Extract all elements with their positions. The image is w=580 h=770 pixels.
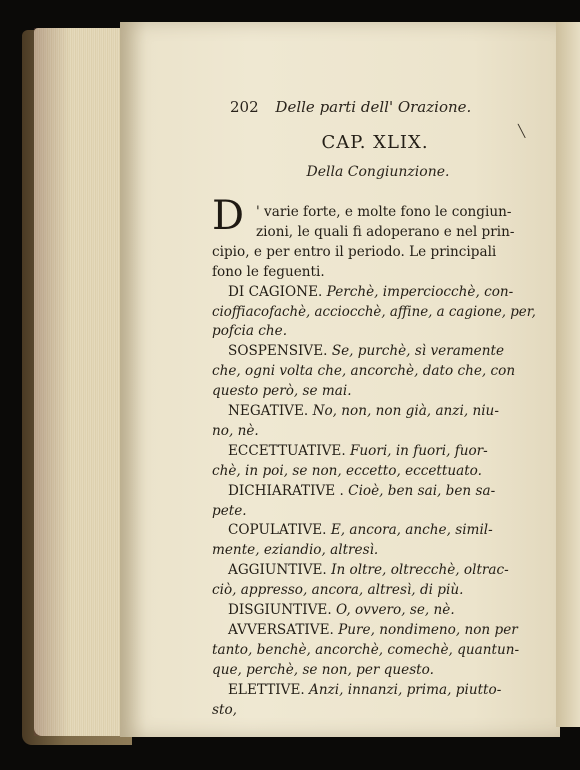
text-line [228,283,513,301]
text-line: ciò, appresso, ancora, altresì, di più. [212,582,464,599]
category-heading: COPULATIVE. [228,522,331,539]
text-line: fono le feguenti. [212,263,325,280]
category-words: O, ovvero, se, nè. [335,602,455,618]
text-line [228,521,493,539]
category-heading: AVVERSATIVE. [228,621,339,638]
running-head [230,98,530,120]
drop-cap: D [212,193,245,239]
text-line [228,442,488,460]
text-line: pofcia che. [212,323,288,340]
category-heading: DICHIARATIVE . [228,482,349,499]
page-edges [34,28,126,736]
text-line: cipio, e per entro il periodo. Le principali [212,243,497,260]
text-line [228,402,499,420]
category-heading: AGGIUNTIVE. [228,562,332,579]
text-line: tanto, benchè, ancorchè, comechè, quantun- [212,641,520,658]
category-heading: SOSPENSIVE. [228,343,332,360]
text-line: que, perchè, se non, per questo. [212,661,434,678]
text-line [228,681,501,699]
text-line: sto, [212,701,237,718]
category-heading: DI CAGIONE. [228,283,327,300]
category-words: Cioè, ben sai, ben sa- [348,482,496,499]
category-words: Perchè, imperciocchè, con- [326,283,514,300]
text-line [228,482,495,500]
category-heading: NEGATIVE. [228,403,313,419]
text-line: ' varie forte, e molte fono le congiun- [256,204,512,220]
text-line: questo però, se mai. [212,383,352,400]
text-line [228,601,455,619]
text-line [228,621,518,639]
category-words: Pure, nondimeno, non per [338,621,518,638]
category-words: Fuori, in fuori, fuor- [349,442,488,459]
category-heading: DISGIUNTIVE. [228,602,336,618]
category-words: In oltre, oltrecchè, oltrac- [331,562,509,579]
text-line: chè, in poi, se non, eccetto, eccettuato. [212,462,482,479]
text-line: che, ogni volta che, ancorchè, dato che, con [212,363,516,380]
category-words: Se, purchè, sì veramente [331,343,504,360]
text-line [228,342,504,360]
category-heading: ELETTIVE. [228,681,310,698]
text-line: pete. [212,502,247,519]
margin-mark: ╲ [518,124,526,138]
facing-page-edge [556,22,580,727]
text-line: no, nè. [212,422,259,439]
chapter-heading: CAP. XLIX. [321,132,429,153]
text-line [228,561,509,579]
category-words: Anzi, innanzi, prima, piutto- [309,681,502,698]
text-line: mente, eziandio, altresì. [212,542,379,559]
text-line: zioni, le quali fi adoperano e nel prin- [256,223,515,240]
page-number: 202 [230,98,259,116]
category-words: No, non, non già, anzi, niu- [312,403,499,419]
text-line: cioffiacofachè, acciocchè, affine, a cagione, per, [212,303,536,320]
category-words: E, ancora, anche, simil- [330,522,493,539]
category-heading: ECCETTUATIVE. [228,442,350,459]
running-head-title: Delle parti dell' Orazione. [275,98,472,116]
chapter-subtitle: Della Congiunzione. [306,164,450,180]
